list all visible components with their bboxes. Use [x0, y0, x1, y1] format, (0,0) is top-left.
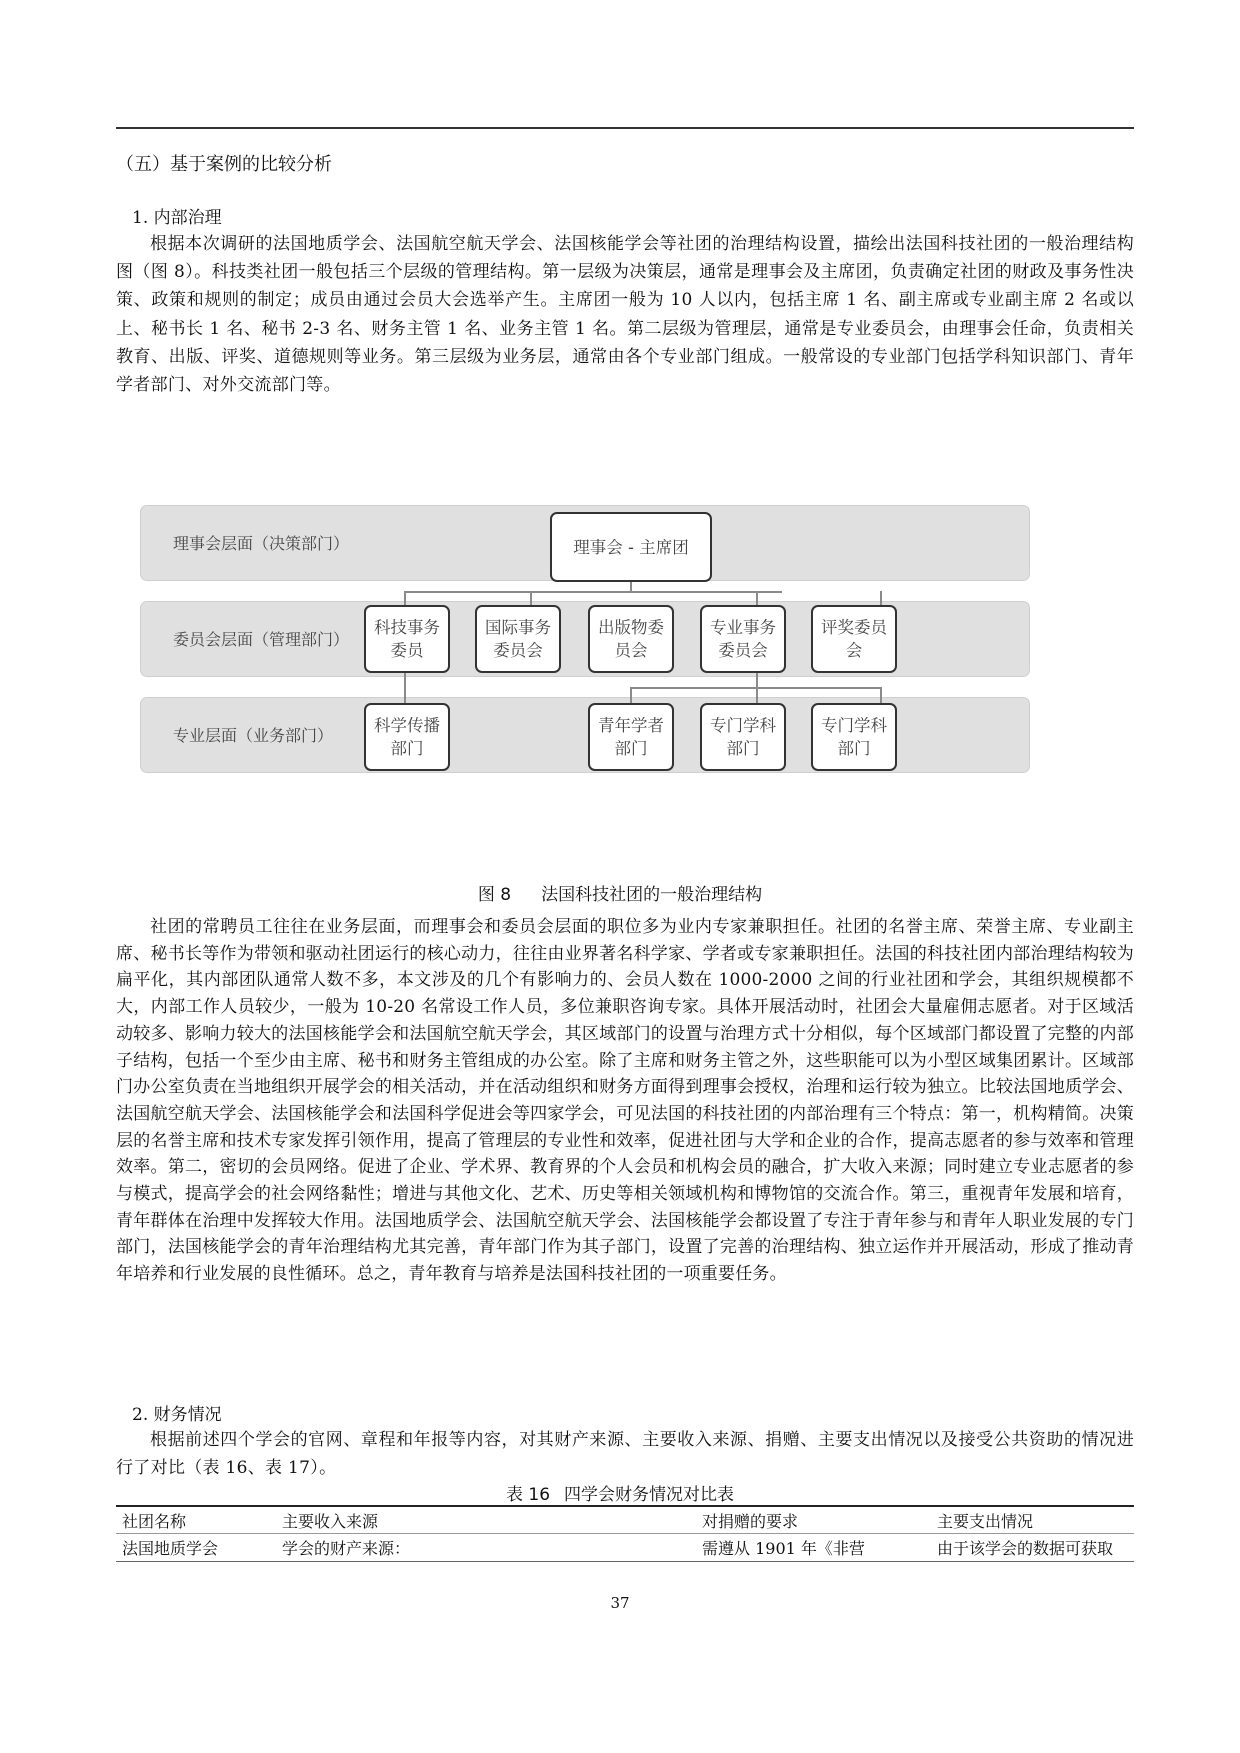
table-row: [116, 1534, 1134, 1562]
node-department: 专门学科部门: [811, 703, 897, 771]
node-board-presidium: 理事会 - 主席团: [550, 512, 712, 582]
connector: [404, 591, 782, 593]
table-cell: 由于该学会的数据可获取: [931, 1534, 1134, 1562]
figure-number: 图 8: [477, 885, 512, 905]
band-label: 专业层面（业务部门）: [173, 726, 334, 745]
column-header: 主要支出情况: [931, 1506, 1134, 1534]
paragraph-text: 社团的常聘员工往往在业务层面，而理事会和委员会层面的职位多为业内专家兼职担任。社团的名誉主席、荣誉主席、专业副主席、秘书长等作为带领和驱动社团运行的核心动力，往往由业界著名科学家、学者或专家兼职担任。法国的科技社团内部治理结构较为扁平化，其内部团队通常人数不多，本文涉及的几个有影响力的、会员人数在 1000-2000 之间的行业社团和学会，其组织规模都不大，内部工作人员较少，一般为 10-20 名常设工作人员，多位兼职咨询专家。具体开展活动时，社团会大量雇佣志愿者。对于区域活动较多、影响力较大的法国核能学会和法国航空航天学会，其区域部门的设置与治理方式十分相似，每个区域部门都设置了完整的内部子结构，包括一个至少由主席、秘书和财务主管组成的办公室。除了主席和财务主管之外，这些职能可以为小型区域集团累计。区域部门办公室负责在当地组织开展学会的相关活动，并在活动组织和财务方面得到理事会授权，治理和运行较为独立。比较法国地质学会、法国航空航天学会、法国核能学会和法国科学促进会等四家学会，可见法国的科技社团的内部治理有三个特点：第一，机构精简。决策层的名誉主席和技术专家发挥引领作用，提高了管理层的专业性和效率，促进社团与大学和企业的合作，提高志愿者的参与效率和管理效率。第二，密切的会员网络。促进了企业、学术界、教育界的个人会员和机构会员的融合，扩大收入来源；同时建立专业志愿者的参与模式，提高学会的社会网络黏性；增进与其他文化、艺术、历史等相关领域机构和博物馆的交流合作。第三，重视青年发展和培育，青年群体在治理中发挥较大作用。法国地质学会、法国航空航天学会、法国核能学会都设置了专注于青年参与和青年人职业发展的专门部门，法国核能学会的青年治理结构尤其完善，青年部门作为其子部门，设置了完善的治理结构、独立运作并开展活动，形成了推动青年培养和行业发展的良性循环。总之，青年教育与培养是法国科技社团的一项重要任务。: [116, 917, 1134, 1285]
node-department: 青年学者部门: [588, 703, 674, 771]
connector: [756, 591, 758, 605]
table-cell: 学会的财产来源：: [276, 1534, 696, 1562]
node-department: 专门学科部门: [700, 703, 786, 771]
paragraph-finance-intro: [116, 1426, 1134, 1482]
connector: [880, 687, 882, 703]
node-committee: 评奖委员会: [811, 605, 897, 673]
paragraph-text: 根据前述四个学会的官网、章程和年报等内容，对其财产来源、主要收入来源、捐赠、主要支出情况以及接受公共资助的情况进行了对比（表 16、表 17）。: [116, 1430, 1134, 1478]
table-number: 表 16: [505, 1485, 551, 1505]
paragraph-governance-intro: [116, 230, 1134, 399]
figure-title: 法国科技社团的一般治理结构: [541, 885, 763, 905]
table-caption: [0, 1480, 1240, 1505]
governance-diagram: [140, 505, 1030, 805]
connector: [404, 591, 406, 605]
section-heading: （五）基于案例的比较分析: [116, 154, 332, 175]
subsection-finance: 2. 财务情况: [132, 1405, 222, 1425]
table-header-row: [116, 1506, 1134, 1534]
node-committee: 专业事务委员会: [700, 605, 786, 673]
node-committee: 国际事务委员会: [475, 605, 561, 673]
band-label: 理事会层面（决策部门）: [173, 534, 350, 553]
connector: [880, 591, 882, 605]
table-cell: 法国地质学会: [116, 1534, 276, 1562]
connector: [630, 687, 632, 703]
paragraph-governance-detail: [116, 914, 1134, 1288]
band-label: 委员会层面（管理部门）: [173, 630, 350, 649]
page-number: 37: [610, 1594, 630, 1612]
column-header: 对捐赠的要求: [696, 1506, 931, 1534]
table-cell: 需遵从 1901 年《非营: [696, 1534, 931, 1562]
table-title: 四学会财务情况对比表: [564, 1485, 735, 1505]
column-header: 社团名称: [116, 1506, 276, 1534]
header-rule: [116, 127, 1134, 129]
column-header: 主要收入来源: [276, 1506, 696, 1534]
figure-caption: [0, 880, 1240, 905]
node-committee: 出版物委员会: [588, 605, 674, 673]
node-committee: 科技事务委员: [364, 605, 450, 673]
finance-comparison-table: [116, 1505, 1134, 1562]
node-department: 科学传播部门: [364, 703, 450, 771]
connector: [630, 687, 882, 689]
subsection-internal-governance: 1. 内部治理: [132, 208, 222, 228]
connector: [530, 591, 532, 605]
paragraph-text: 根据本次调研的法国地质学会、法国航空航天学会、法国核能学会等社团的治理结构设置，描绘出法国科技社团的一般治理结构图（图 8）。科技类社团一般包括三个层级的管理结构。第一层级为决策层，通常是理事会及主席团，负责确定社团的财政及事务性决策、政策和规则的制定；成员由通过会员大会选举产生。主席团一般为 10 人以内，包括主席 1 名、副主席或专业副主席 2 名或以上、秘书长 1 名、秘书 2-3 名、财务主管 1 名、业务主管 1 名。第二层级为管理层，通常是专业委员会，由理事会任命，负责相关教育、出版、评奖、道德规则等业务。第三层级为业务层，通常由各个专业部门组成。一般常设的专业部门包括学科知识部门、青年学者部门、对外交流部门等。: [116, 234, 1134, 396]
connector: [404, 673, 406, 703]
